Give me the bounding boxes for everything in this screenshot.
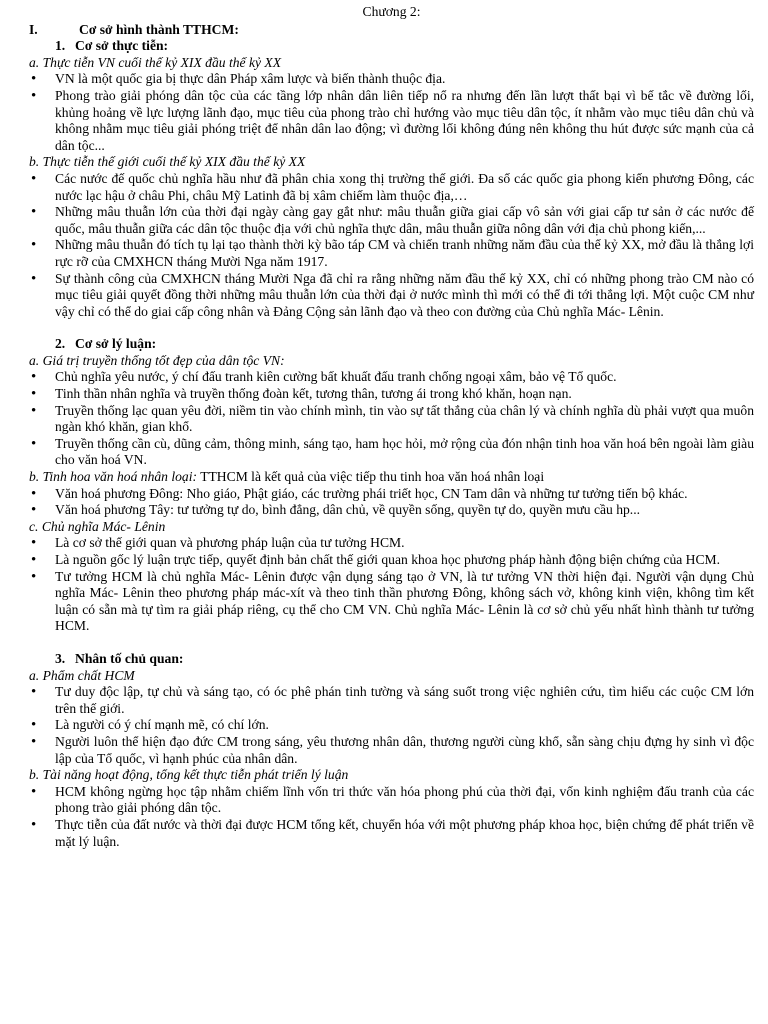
list-item: • Người luôn thể hiện đạo đức CM trong sáng, yêu thương nhân dân, thương người cùng khổ, sẵn sàng chịu đựng hy sinh vì độc lập của Tổ quốc, vì hạnh phúc của nhân dân. bbox=[29, 734, 754, 767]
list-item: • Truyền thống cần cù, dũng cảm, thông minh, sáng tạo, ham học hỏi, mở rộng của đón nhận tinh hoa văn hoá bên ngoài làm giàu cho văn hoá VN. bbox=[29, 436, 754, 469]
subsection-heading-3 bbox=[55, 651, 754, 668]
subsection-number: 3. bbox=[55, 650, 66, 666]
bullet-list-3a bbox=[29, 684, 754, 767]
subheading-2b-text: TTHCM là kết quả của việc tiếp thu tinh hoa văn hoá nhân loại bbox=[197, 469, 545, 485]
list-item: • Truyền thống lạc quan yêu đời, niềm tin vào chính mình, tin vào sự tất thắng của chân lý và chính nghĩa dù phải vượt qua muôn ngàn khó khăn, gian khổ. bbox=[29, 403, 754, 436]
list-item: • Văn hoá phương Tây: tư tưởng tự do, bình đẳng, dân chủ, về quyền sống, quyền tự do, quyền mưu cầu hp... bbox=[29, 502, 754, 519]
subsection-number: 2. bbox=[55, 336, 66, 352]
subheading-2c: c. Chủ nghĩa Mác- Lênin bbox=[29, 518, 166, 534]
list-item: • Tư tưởng HCM là chủ nghĩa Mác- Lênin được vận dụng sáng tạo ở VN, là tư tưởng VN thời hiện đại. Người vận dụng Chủ nghĩa Mác- Lênin theo phương pháp mác-xít và theo tinh thần phương Đông, không sách vở, không kinh viện, không tìm kết luận có sẵn mà tự tìm ra giải pháp riêng, cụ thể cho CM VN. Chủ nghĩa Mác- Lênin là cơ sở chủ yếu nhất hình thành tư tưởng HCM. bbox=[29, 569, 754, 635]
subheading-1a: a. Thực tiễn VN cuối thế kỷ XIX đầu thế kỷ XX bbox=[29, 54, 282, 70]
spacer bbox=[29, 635, 754, 651]
bullet-list-1b bbox=[29, 171, 754, 320]
subsection-title: Cơ sở thực tiễn: bbox=[75, 38, 169, 54]
bullet-list-2c bbox=[29, 535, 754, 635]
subheading-2b-label: b. Tinh hoa văn hoá nhân loại: bbox=[29, 469, 198, 485]
section-title: Cơ sở hình thành TTHCM: bbox=[79, 21, 239, 37]
subsection-number: 1. bbox=[55, 38, 66, 54]
section-number: I. bbox=[29, 21, 38, 37]
subsection-heading-1 bbox=[55, 38, 754, 55]
chapter-title: Chương 2: bbox=[362, 4, 421, 19]
list-item: • Thực tiễn của đất nước và thời đại được HCM tổng kết, chuyển hóa với một phương pháp khoa học, biện chứng để phát triển về mặt lý luận. bbox=[29, 817, 754, 850]
subsection-heading-2 bbox=[55, 336, 754, 353]
spacer bbox=[29, 320, 754, 336]
list-item: • Chủ nghĩa yêu nước, ý chí đấu tranh kiên cường bất khuất đấu tranh chống ngoại xâm, bảo vệ Tổ quốc. bbox=[29, 369, 754, 386]
list-item: • Là người có ý chí mạnh mẽ, có chí lớn. bbox=[29, 717, 754, 734]
list-item: • Sự thành công của CMXHCN tháng Mười Nga đã chỉ ra rằng những năm đầu thế kỷ XX, chỉ có những phong trào CM nào có mục tiêu giải quyết đồng thời những mâu thuẫn lớn của thời đại ở nước mình thì mới có thể đi tới thắng lợi. Một cuộc CM như vậy chỉ có thể do giai cấp công nhân và Đảng Cộng sản lãnh đạo và theo con đường của Chủ nghĩa Mác- Lênin. bbox=[29, 271, 754, 321]
list-item: • Các nước đế quốc chủ nghĩa hầu như đã phân chia xong thị trường thế giới. Đa số các quốc gia phong kiến phương Đông, các nước lạc hậu ở châu Phi, châu Mỹ Latinh đã bị xâm chiếm làm thuộc địa,… bbox=[29, 171, 754, 204]
subheading-3b: b. Tài năng hoạt động, tổng kết thực tiễn phát triển lý luận bbox=[29, 767, 349, 783]
list-item: • VN là một quốc gia bị thực dân Pháp xâm lược và biến thành thuộc địa. bbox=[29, 71, 754, 88]
list-item: • Tư duy độc lập, tự chủ và sáng tạo, có óc phê phán tinh tường và sáng suốt trong việc nghiên cứu, tìm hiểu các cuộc CM lớn trên thế giới. bbox=[29, 684, 754, 717]
list-item: • Là cơ sở thế giới quan và phương pháp luận của tư tưởng HCM. bbox=[29, 535, 754, 552]
list-item: • Tinh thần nhân nghĩa và truyền thống đoàn kết, tương thân, tương ái trong khó khăn, hoạn nạn. bbox=[29, 386, 754, 403]
subsection-title: Nhân tố chủ quan: bbox=[75, 650, 184, 666]
bullet-list-1a bbox=[29, 71, 754, 154]
subheading-2a: a. Giá trị truyền thống tốt đẹp của dân tộc VN: bbox=[29, 352, 285, 368]
list-item: • HCM không ngừng học tập nhằm chiếm lĩnh vốn tri thức văn hóa phong phú của thời đại, vốn kinh nghiệm đấu tranh của các phong trào giải phóng dân tộc. bbox=[29, 784, 754, 817]
bullet-list-3b bbox=[29, 784, 754, 850]
bullet-list-2a bbox=[29, 369, 754, 469]
list-item: • Những mâu thuẫn lớn của thời đại ngày càng gay gắt như: mâu thuẫn giữa giai cấp vô sản với giai cấp tư sản ở các nước đế quốc, mâu thuẫn giữa các dân tộc thuộc địa với chủ nghĩa thực dân, mâu thuẫn giữa nông dân với địa chủ phong kiến,... bbox=[29, 204, 754, 237]
subheading-1b: b. Thực tiễn thế giới cuối thế kỷ XIX đầu thế kỷ XX bbox=[29, 154, 306, 170]
bullet-list-2b bbox=[29, 486, 754, 519]
list-item: • Văn hoá phương Đông: Nho giáo, Phật giáo, các trường phái triết học, CN Tam dân và những tư tưởng tiến bộ khác. bbox=[29, 486, 754, 503]
subsection-title: Cơ sở lý luận: bbox=[75, 336, 157, 352]
subheading-3a: a. Phẩm chất HCM bbox=[29, 667, 135, 683]
section-heading bbox=[29, 22, 754, 39]
list-item: • Là nguồn gốc lý luận trực tiếp, quyết định bản chất thế giới quan khoa học phương pháp hành động biện chứng của HCM. bbox=[29, 552, 754, 569]
subheading-2b bbox=[29, 469, 754, 486]
list-item: • Phong trào giải phóng dân tộc của các tầng lớp nhân dân liên tiếp nổ ra nhưng đến lần lượt thất bại vì bế tắc về đường lối, khủng hoảng về lực lượng lãnh đạo, mục tiêu của phong trào chỉ hướng vào mục tiêu dân tộc, ít nhằm vào mục tiêu dân chủ và không nhằm mục tiêu giải phóng triệt để nhân dân lao động; vì đường lối không đúng nên không thu hút được sức mạnh của cả dân tộc... bbox=[29, 88, 754, 154]
list-item: • Những mâu thuẫn đó tích tụ lại tạo thành thời kỳ bão táp CM và chiến tranh những năm đầu của thế kỷ XX, mở đầu là thắng lợi rực rỡ của CMXHCN tháng Mười Nga năm 1917. bbox=[29, 237, 754, 270]
